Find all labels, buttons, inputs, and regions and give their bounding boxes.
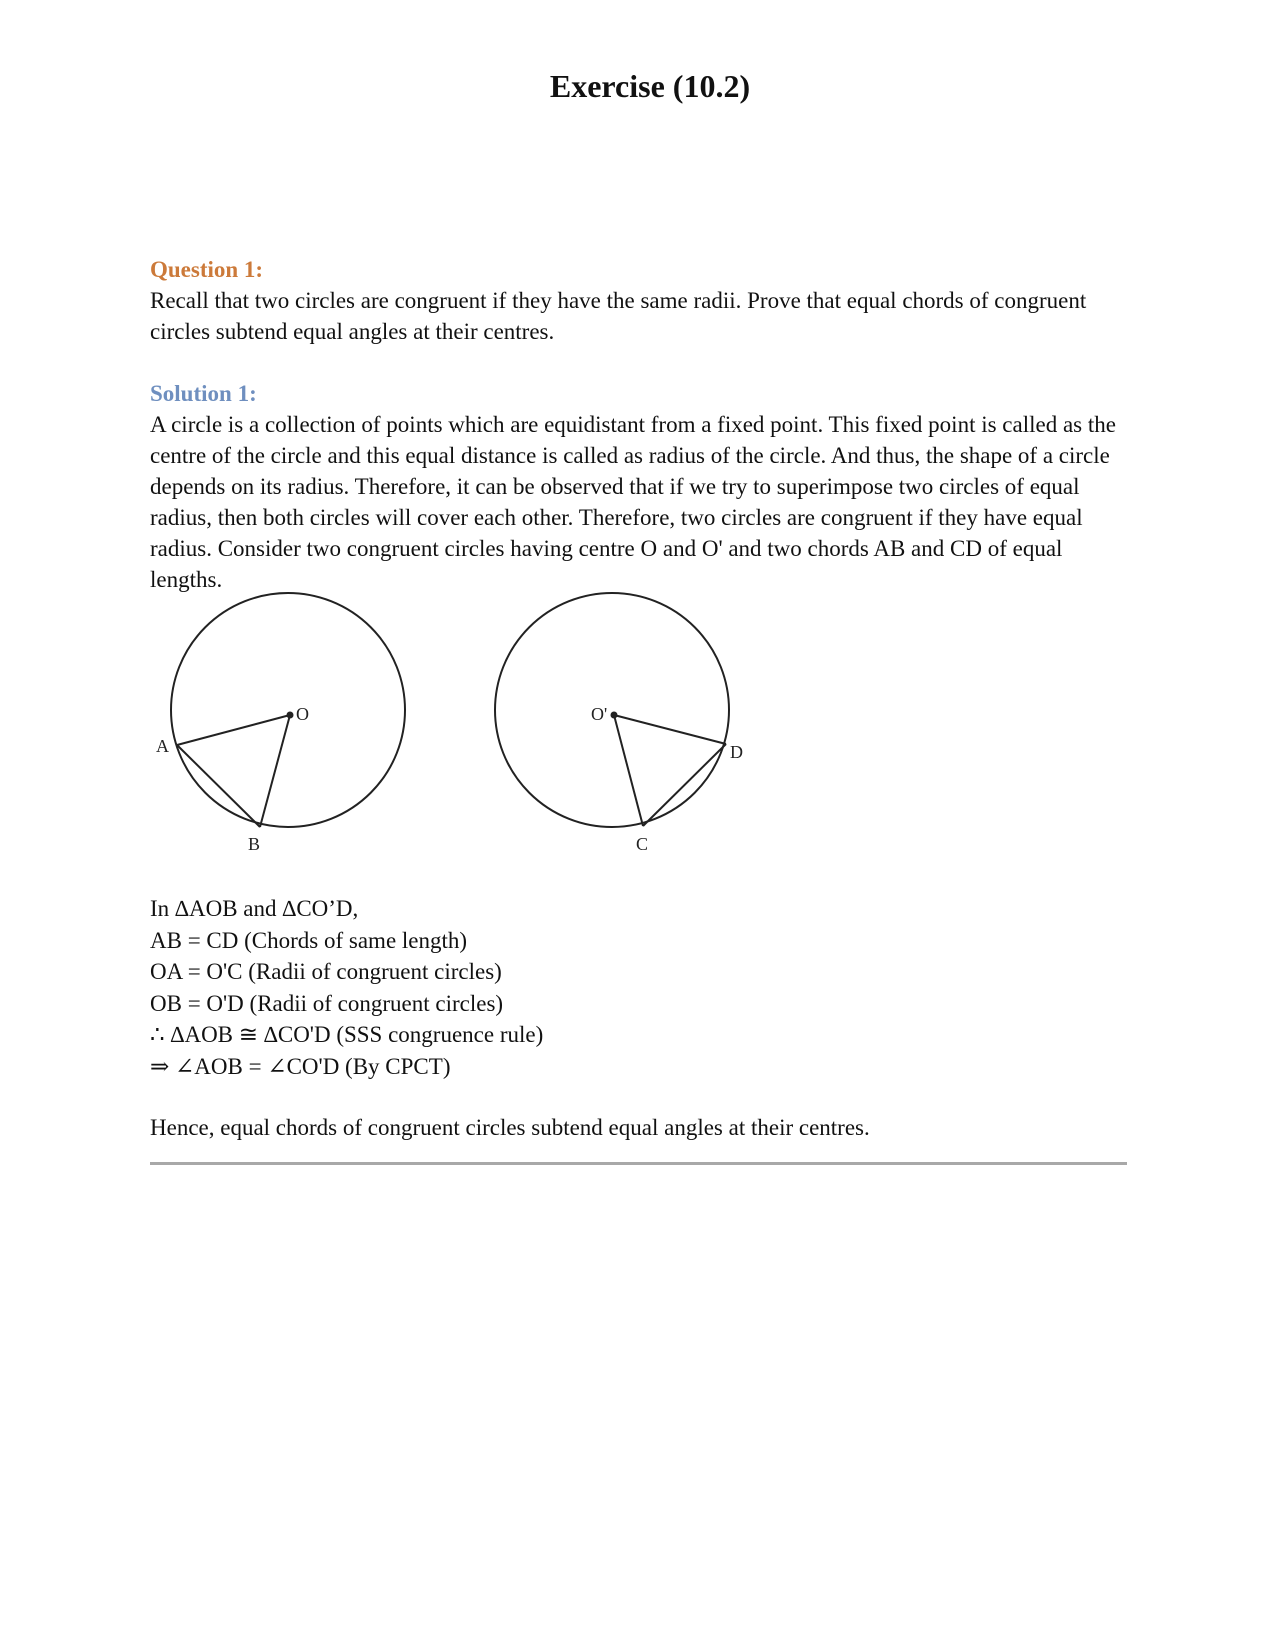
chord-cd [643, 744, 726, 826]
center-o-prime-dot [611, 712, 618, 719]
right-circle-diagram [495, 593, 743, 854]
label-d: D [730, 742, 743, 762]
proof-line: OB = O'D (Radii of congruent circles) [150, 990, 504, 1016]
congruent-circles-figure [140, 592, 780, 862]
center-o-dot [287, 712, 294, 719]
right-circle [495, 593, 729, 827]
question-heading: Question 1: [150, 257, 264, 282]
chord-ab [177, 745, 260, 827]
radius-o-prime-c [614, 715, 643, 826]
solution-heading: Solution 1: [150, 381, 257, 406]
label-o-prime: O' [591, 704, 608, 724]
label-o: O [296, 704, 309, 724]
proof-line: AB = CD (Chords of same length) [150, 927, 468, 953]
label-c: C [636, 834, 649, 854]
left-circle-diagram [156, 593, 405, 854]
proof-line: ⇒ ∠AOB = ∠CO'D (By CPCT) [150, 1053, 451, 1079]
label-a: A [156, 736, 169, 756]
label-b: B [248, 834, 261, 854]
proof-line: OA = O'C (Radii of congruent circles) [150, 959, 502, 984]
conclusion-text: Hence, equal chords of congruent circles subtend equal angles at their centres. [150, 1115, 870, 1140]
solution-text: A circle is a collection of points which are equidistant from a fixed point. This fixed point is called as the centre of the circle and this equal distance is called as radius of the circle. And thus, the shape of a circle depends on its radius. Therefore, it can be observed that if we try to superimpose two circles of equal radius, then both circles will cover each other. Therefore, two circles are congruent if they have equal radius. Consider two congruent circles having centre O and O' and two chords AB and CD of equal lengths. [150, 412, 1116, 592]
page-title: Exercise (10.2) [549, 68, 751, 104]
radius-o-prime-d [614, 715, 726, 744]
proof-line: ∴ ∆AOB ≅ ∆CO'D (SSS congruence rule) [150, 1022, 544, 1047]
question-text: Recall that two circles are congruent if they have the same radii. Prove that equal chords of congruent circles subtend equal angles at their centres. [150, 288, 1087, 344]
radius-ob [260, 715, 290, 827]
radius-oa [177, 715, 290, 745]
left-circle [171, 593, 405, 827]
proof-block [150, 893, 1140, 1082]
proof-line: In ∆AOB and ∆CO’D, [150, 896, 359, 921]
section-divider [150, 1162, 1127, 1165]
